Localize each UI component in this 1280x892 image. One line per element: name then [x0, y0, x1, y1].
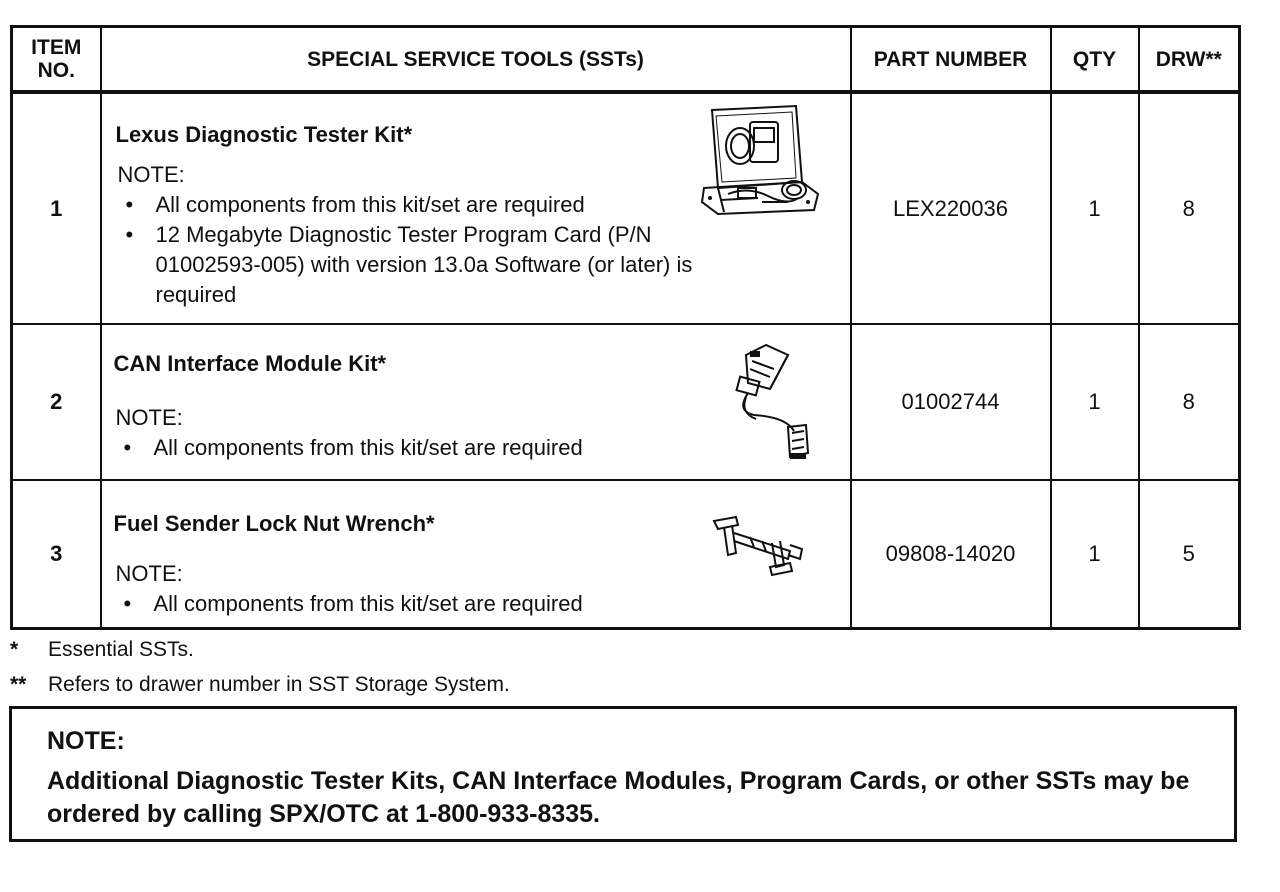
footnote-mark: * — [10, 638, 19, 661]
lock-nut-wrench-icon — [710, 515, 806, 587]
ordering-note-box — [9, 706, 1237, 842]
tool-cell — [101, 92, 851, 324]
footnote-text: Refers to drawer number in SST Storage System. — [48, 673, 510, 696]
note-bullet: • All components from this kit/set are required — [118, 190, 718, 220]
item-number: 1 — [12, 92, 101, 324]
footnote-mark: ** — [10, 673, 27, 696]
tool-name: CAN Interface Module Kit* — [113, 351, 387, 376]
item-number: 3 — [12, 480, 101, 629]
item-number: 2 — [12, 324, 101, 480]
footnote-drawer — [10, 673, 510, 697]
qty: 1 — [1051, 324, 1139, 480]
part-number: 01002744 — [851, 324, 1051, 480]
table-row — [12, 480, 1240, 629]
drw: 8 — [1139, 324, 1240, 480]
drw: 5 — [1139, 480, 1240, 629]
footnote-essential — [10, 638, 194, 662]
tool-cell — [101, 324, 851, 480]
header-drw: DRW** — [1139, 27, 1240, 93]
can-module-cable-icon — [726, 341, 816, 469]
qty: 1 — [1051, 480, 1139, 629]
note-label: NOTE: — [115, 405, 183, 430]
note-bullet: • All components from this kit/set are required — [116, 433, 716, 463]
note-label: NOTE: — [117, 162, 185, 187]
part-number: LEX220036 — [851, 92, 1051, 324]
tester-kit-case-icon — [698, 102, 822, 218]
table-row — [12, 92, 1240, 324]
drw: 8 — [1139, 92, 1240, 324]
tool-note — [118, 160, 718, 310]
note-bullet: • All components from this kit/set are required — [116, 589, 716, 619]
header-qty: QTY — [1051, 27, 1139, 93]
tool-name: Lexus Diagnostic Tester Kit* — [115, 122, 413, 147]
note-box-title: NOTE: — [47, 727, 125, 755]
header-part-number: PART NUMBER — [851, 27, 1051, 93]
footnote-text: Essential SSTs. — [48, 638, 194, 661]
header-item-no: ITEM NO. — [12, 27, 101, 93]
sst-table — [10, 25, 1241, 630]
note-bullet: • 12 Megabyte Diagnostic Tester Program Card (P/N 01002593-005) with version 13.0a Software (or later) is required — [118, 220, 718, 310]
tool-cell — [101, 480, 851, 629]
table-row — [12, 324, 1240, 480]
tool-name: Fuel Sender Lock Nut Wrench* — [113, 511, 435, 536]
note-box-body: Additional Diagnostic Tester Kits, CAN Interface Modules, Program Cards, or other SSTs may be ordered by calling SPX/OTC at 1-800-933-8335. — [47, 767, 1190, 828]
table-header-row — [12, 27, 1240, 93]
header-tools: SPECIAL SERVICE TOOLS (SSTs) — [101, 27, 851, 93]
qty: 1 — [1051, 92, 1139, 324]
tool-note — [116, 403, 716, 463]
part-number: 09808-14020 — [851, 480, 1051, 629]
note-label: NOTE: — [115, 561, 183, 586]
tool-note — [116, 559, 716, 619]
